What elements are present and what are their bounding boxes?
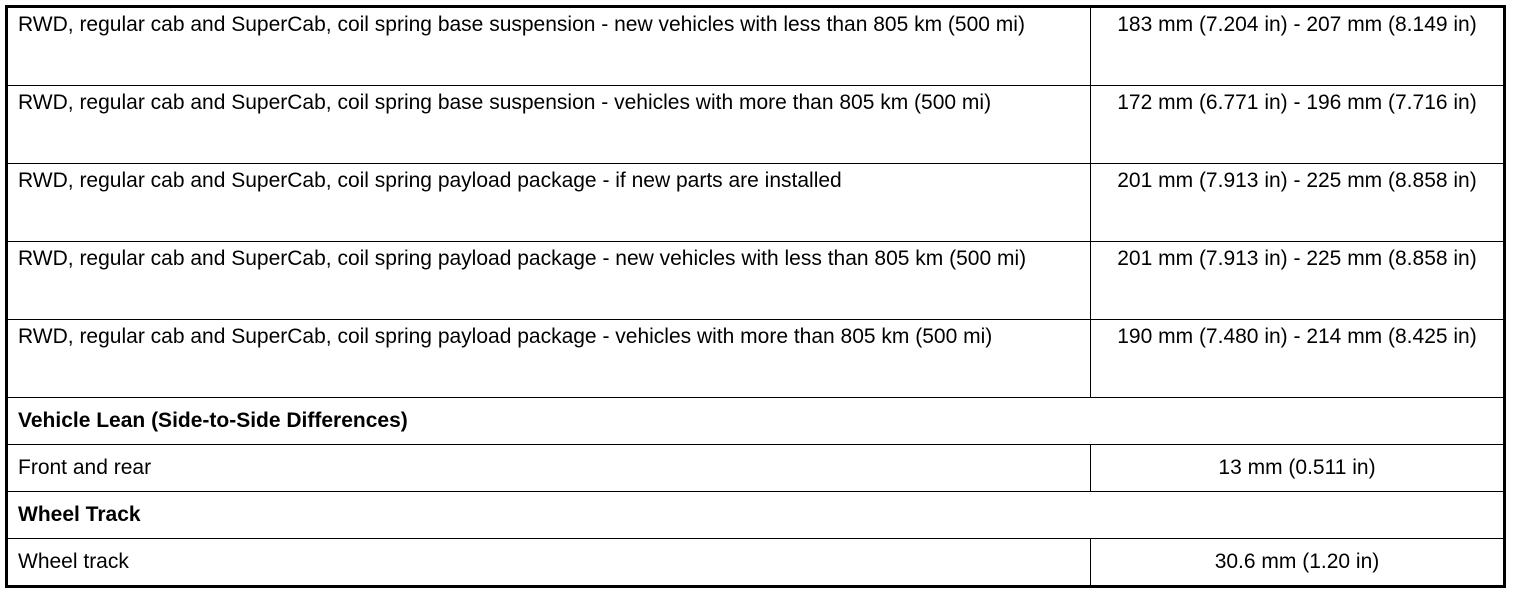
row-label: RWD, regular cab and SuperCab, coil spring base suspension - vehicles with more than 805 km (500 mi) — [7, 86, 1091, 164]
row-value: 201 mm (7.913 in) - 225 mm (8.858 in) — [1091, 242, 1505, 320]
row-value: 201 mm (7.913 in) - 225 mm (8.858 in) — [1091, 164, 1505, 242]
row-label: RWD, regular cab and SuperCab, coil spring payload package - new vehicles with less than 805 km (500 mi) — [7, 242, 1091, 320]
row-value: 190 mm (7.480 in) - 214 mm (8.425 in) — [1091, 320, 1505, 398]
row-value: 13 mm (0.511 in) — [1091, 445, 1505, 492]
row-label: RWD, regular cab and SuperCab, coil spring payload package - if new parts are installed — [7, 164, 1091, 242]
table-row — [7, 242, 1505, 320]
row-label: RWD, regular cab and SuperCab, coil spring base suspension - new vehicles with less than 805 km (500 mi) — [7, 7, 1091, 86]
row-value: 183 mm (7.204 in) - 207 mm (8.149 in) — [1091, 7, 1505, 86]
row-label: RWD, regular cab and SuperCab, coil spring payload package - vehicles with more than 805 km (500 mi) — [7, 320, 1091, 398]
row-label: Front and rear — [7, 445, 1091, 492]
row-value: 30.6 mm (1.20 in) — [1091, 539, 1505, 587]
vehicle-lean-heading: Vehicle Lean (Side-to-Side Differences) — [7, 398, 1505, 445]
row-label: Wheel track — [7, 539, 1091, 587]
row-value: 172 mm (6.771 in) - 196 mm (7.716 in) — [1091, 86, 1505, 164]
wheel-track-heading: Wheel Track — [7, 492, 1505, 539]
table-row — [7, 86, 1505, 164]
specification-table — [5, 5, 1506, 588]
table-row — [7, 7, 1505, 86]
table-row — [7, 445, 1505, 492]
section-header-row — [7, 492, 1505, 539]
table-row — [7, 164, 1505, 242]
section-header-row — [7, 398, 1505, 445]
table-row — [7, 320, 1505, 398]
table-row — [7, 539, 1505, 587]
